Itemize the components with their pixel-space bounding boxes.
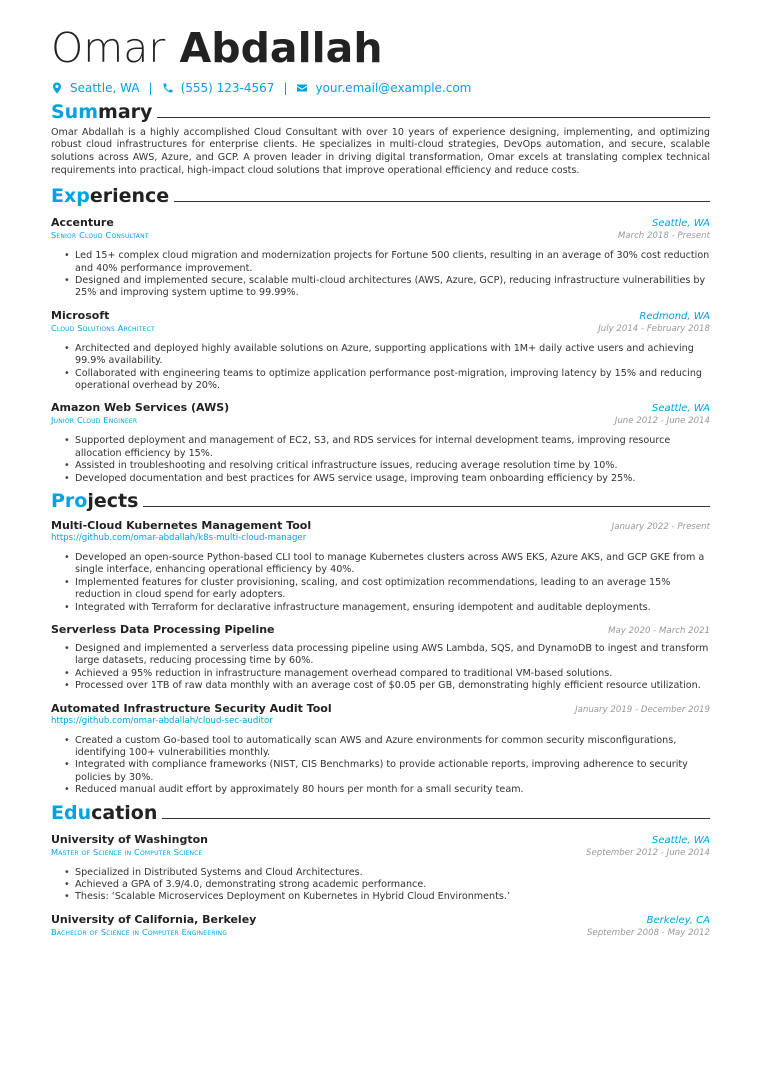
entry-location: Seattle, WA bbox=[652, 403, 710, 415]
list-item: • Designed and implemented secure, scalable multi-cloud architectures (AWS, Azure, GCP), reducing infrastructure vulnerabilities by 25% and improving system uptime to 99.99%. bbox=[75, 275, 710, 300]
section-rule bbox=[162, 818, 710, 819]
section-rule bbox=[143, 506, 710, 507]
education-entry bbox=[51, 833, 710, 904]
section-title: Experience bbox=[51, 185, 170, 208]
location-text: Seattle, WA bbox=[70, 81, 140, 95]
entry-dates: June 2012 - June 2014 bbox=[614, 416, 710, 427]
entry-dates: March 2018 - Present bbox=[617, 231, 710, 242]
first-name: Omar bbox=[51, 24, 166, 72]
contact-bar bbox=[51, 81, 710, 95]
contact-email[interactable] bbox=[296, 81, 471, 95]
bullet-list bbox=[51, 435, 710, 485]
list-item: • Processed over 1TB of raw data monthly with an average cost of $0.05 per GB, demonstrating highly efficient resource utilization. bbox=[75, 680, 710, 692]
project-title: Multi-Cloud Kubernetes Management Tool bbox=[51, 518, 312, 532]
section-title: Education bbox=[51, 801, 158, 824]
experience-entry bbox=[51, 401, 710, 485]
contact-location bbox=[51, 81, 140, 95]
entry-location: Berkeley, CA bbox=[646, 914, 710, 926]
list-item: • Reduced manual audit effort by approximately 80 hours per month for a small security team. bbox=[75, 784, 710, 796]
map-marker-icon bbox=[51, 82, 63, 94]
list-item: • Thesis: ‘Scalable Microservices Deployment on Kubernetes in Hybrid Cloud Environments.’ bbox=[75, 891, 710, 903]
entry-dates: September 2008 - May 2012 bbox=[586, 927, 710, 938]
list-item: • Led 15+ complex cloud migration and modernization projects for Fortune 500 clients, resulting in an average of 30% cost reduction and 40% performance improvement. bbox=[75, 250, 710, 275]
entry-dates: September 2012 - June 2014 bbox=[586, 847, 710, 858]
company-name: Amazon Web Services (AWS) bbox=[51, 401, 230, 415]
list-item: • Developed documentation and best practices for AWS service usage, improving team onboarding efficiency by 25%. bbox=[75, 473, 710, 485]
company-name: Accenture bbox=[51, 216, 114, 230]
list-item: • Architected and deployed highly available solutions on Azure, supporting applications with 1M+ daily active users and achieving 99.9% availability. bbox=[75, 343, 710, 368]
bullet-list bbox=[51, 643, 710, 693]
list-item: • Specialized in Distributed Systems and Cloud Architectures. bbox=[75, 867, 710, 879]
bullet-list bbox=[51, 250, 710, 300]
entry-location: Redmond, WA bbox=[639, 310, 710, 322]
section-rule bbox=[174, 201, 710, 202]
phone-icon bbox=[162, 82, 174, 94]
envelope-icon bbox=[296, 82, 308, 94]
list-item: • Designed and implemented a serverless data processing pipeline using AWS Lambda, SQS, and DynamoDB to ingest and transform large datasets, reducing processing time by 60%. bbox=[75, 643, 710, 668]
entry-location: Seattle, WA bbox=[652, 834, 710, 846]
email-text: your.email@example.com bbox=[315, 81, 472, 95]
section-header-experience bbox=[51, 186, 710, 207]
company-name: Microsoft bbox=[51, 308, 110, 322]
school-name: University of Washington bbox=[51, 832, 209, 846]
list-item: • Developed an open-source Python-based CLI tool to manage Kubernetes clusters across AWS EKS, Azure AKS, and GCP GKE from a single interface, enhancing operational efficiency by 40%. bbox=[75, 552, 710, 577]
section-header-education bbox=[51, 803, 710, 824]
bullet-list bbox=[51, 867, 710, 904]
project-title: Automated Infrastructure Security Audit Tool bbox=[51, 701, 332, 715]
entry-dates: May 2020 - March 2021 bbox=[608, 625, 710, 636]
contact-separator: | bbox=[283, 81, 288, 95]
list-item: • Collaborated with engineering teams to optimize application performance post-migration, improving latency by 15% and reducing operational overhead by 20%. bbox=[75, 368, 710, 393]
experience-entry bbox=[51, 216, 710, 300]
list-item: • Achieved a 95% reduction in infrastructure management overhead compared to traditional VM-based solutions. bbox=[75, 668, 710, 680]
summary-text: Omar Abdallah is a highly accomplished Cloud Consultant with over 10 years of experience designing, implementing, and optimizing robust cloud infrastructures for enterprise clients. He specializes in multi-cloud strategies, DevOps automation, and secure, scalable solutions across AWS, Azure, and GCP. A proven leader in driving digital transformation, Omar excels at translating complex technical requirements into practical, high-impact cloud solutions that improve operational efficiency and reduce costs. bbox=[51, 126, 710, 176]
job-title: Senior Cloud Consultant bbox=[51, 230, 149, 241]
section-header-projects bbox=[51, 491, 710, 512]
candidate-name bbox=[51, 24, 710, 72]
list-item: • Created a custom Go-based tool to automatically scan AWS and Azure environments for common security misconfigurations, identifying 100+ vulnerabilities monthly. bbox=[75, 735, 710, 760]
section-title: Summary bbox=[51, 101, 153, 123]
entry-dates: July 2014 - February 2018 bbox=[598, 323, 710, 334]
phone-text: (555) 123-4567 bbox=[180, 81, 275, 95]
entry-dates: January 2022 - Present bbox=[611, 521, 710, 532]
project-link[interactable]: https://github.com/omar-abdallah/cloud-sec-auditor bbox=[51, 715, 273, 726]
job-title: Cloud Solutions Architect bbox=[51, 322, 155, 333]
bullet-list bbox=[51, 552, 710, 614]
degree-title: Master of Science in Computer Science bbox=[51, 846, 203, 857]
section-title: Projects bbox=[51, 490, 139, 513]
education-entry bbox=[51, 913, 710, 938]
project-entry bbox=[51, 702, 710, 797]
experience-entry bbox=[51, 309, 710, 393]
bullet-list bbox=[51, 343, 710, 393]
project-entry bbox=[51, 519, 710, 614]
project-entry bbox=[51, 623, 710, 693]
school-name: University of California, Berkeley bbox=[51, 912, 257, 926]
entry-location: Seattle, WA bbox=[652, 218, 710, 230]
bullet-list bbox=[51, 735, 710, 797]
list-item: • Integrated with Terraform for declarative infrastructure management, ensuring idempotent and auditable deployments. bbox=[75, 602, 710, 614]
section-rule bbox=[157, 117, 710, 118]
list-item: • Achieved a GPA of 3.9/4.0, demonstrating strong academic performance. bbox=[75, 879, 710, 891]
contact-phone[interactable] bbox=[162, 81, 275, 95]
list-item: • Assisted in troubleshooting and resolving critical infrastructure issues, reducing average resolution time by 10%. bbox=[75, 460, 710, 472]
project-title: Serverless Data Processing Pipeline bbox=[51, 622, 275, 636]
project-link[interactable]: https://github.com/omar-abdallah/k8s-multi-cloud-manager bbox=[51, 532, 307, 543]
contact-separator: | bbox=[148, 81, 153, 95]
entry-dates: January 2019 - December 2019 bbox=[575, 704, 710, 715]
last-name: Abdallah bbox=[179, 24, 383, 72]
list-item: • Supported deployment and management of EC2, S3, and RDS services for internal development teams, improving resource allocation efficiency by 15%. bbox=[75, 435, 710, 460]
degree-title: Bachelor of Science in Computer Engineering bbox=[51, 926, 228, 937]
list-item: • Integrated with compliance frameworks (NIST, CIS Benchmarks) to provide actionable reports, improving adherence to security policies by 30%. bbox=[75, 759, 710, 784]
job-title: Junior Cloud Engineer bbox=[51, 415, 138, 426]
section-header-summary bbox=[51, 102, 710, 123]
list-item: • Implemented features for cluster provisioning, scaling, and cost optimization recommendations, leading to an average 15% reduction in cloud spend for early adopters. bbox=[75, 577, 710, 602]
